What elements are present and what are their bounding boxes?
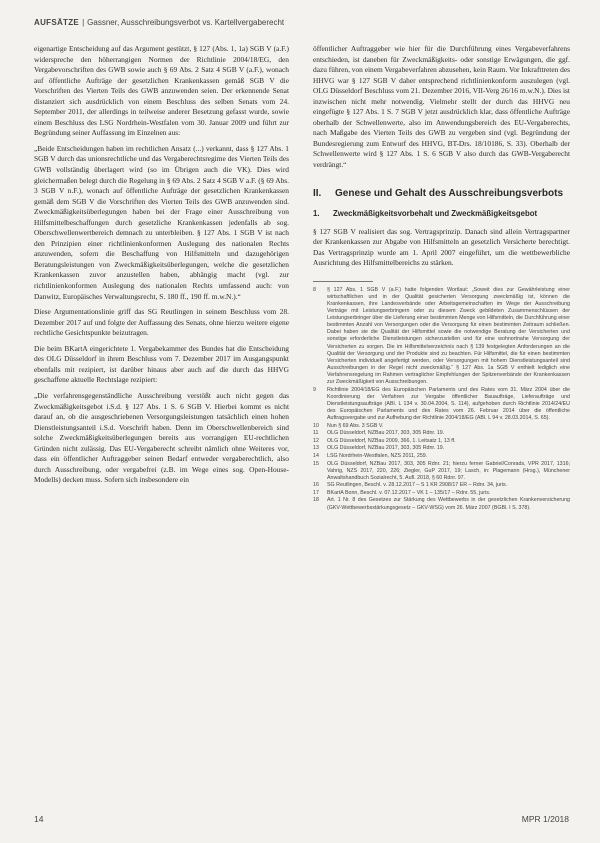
footnote-text: Nun § 69 Abs. 3 SGB V.: [327, 422, 384, 429]
paragraph: öffentlicher Auftraggeber wie hier für die Durchführung eines Vergabeverfahrens entschieden, ist daneben für Zweckmäßigkeits- oder sonstige Erwägungen, die ggf. dazu führen, von einem Vergabeverfahren abzusehen, kein Raum. Vor Inkrafttreten des HHVG war § 127 SGB V daher entsprechend richtlinienkonform auszulegen (vgl. OLG Düsseldorf Beschluss vom 21. Dezember 2016, VII-Verg 26/16 m.w.N.). Dies ist inzwischen nicht mehr notwendig. Vielmehr stellt der durch das HHVG neu eingefügte § 127 Abs. 1 S. 7 SGB V jetzt ausdrücklich klar, dass öffentliche Aufträge oberhalb der Schwellenwerte, also im Anwendungsbereich des EU-Vergaberechts, nach Maßgabe des Vierten Teils des GWB zu vergeben sind (vgl. Begründung der Bundesregierung zum Entwurf des HHVG, BT-Drs. 18/10186, S. 33). Oberhalb der Schwellenwerte wird § 127 Abs. 1 S. 6 SGB V also durch das GWB-Vergaberecht verdrängt.“: [313, 44, 571, 170]
footnote: [313, 497, 570, 511]
paragraph: Die beim BKartA eingerichtete 1. Vergabekammer des Bundes hat die Entscheidung des OLG Düsseldorf in ihrem Beschluss vom 7. Dezember 2017 im Ausgangspunkt ebenfalls mit rezipiert, ist darüber hinaus aber auch auf die durch das HHVG geschaffene aktuelle Rechtslage rezipiert:: [34, 343, 289, 385]
header-title: Gassner, Ausschreibungsverbot vs. Kartellvergaberecht: [87, 18, 285, 27]
footnote: [313, 438, 570, 445]
paragraph: § 127 SGB V realisiert das sog. Vertragsprinzip. Danach sind allein Vertragspartner der Krankenkassen zur Abgabe von Hilfsmitteln an gesetzlich Versicherte berechtigt. Das Vertragsprinzip wurde am 1. April 2007 eingeführt, um die wettbewerbliche Ausrichtung des Hilfsmittelbereichs zu stärken.: [313, 226, 570, 268]
section-number: II.: [313, 187, 322, 199]
footnote-text: § 127 Abs. 1 SGB V (a.F.) hatte folgenden Wortlaut: „Soweit dies zur Gewährleistung einer wirtschaftlichen und in der Qualität gesicherten Versorgung zweckmäßig ist, können die Krankenkassen, ihre Landesverbände oder Arbeitsgemeinschaften im Wege der Ausschreibung Verträge mit Leistungserbringern oder zu diesem Zweck gebildeten Zusammenschlüssen der Leistungserbringer über die Lieferung einer bestimmten Menge von Hilfsmitteln, die Durchführung einer bestimmten Anzahl von Versorgungen oder die Versorgung für einen bestimmten Zeitraum schließen. Dabei haben sie die Qualität der Hilfsmittel sowie die notwendige Beratung der Versicherten und sonstige erforderliche Dienstleistungen sicherzustellen und für eine wohnortnahe Versorgung der Versicherten zu sorgen. Die im Hilfsmittelverzeichnis nach § 139 festgelegten Anforderungen an die Qualität der Versorgung und der Produkte sind zu beachten. Für Hilfsmittel, die für einen bestimmten Versicherten individuell angefertigt werden, oder Versorgungen mit hohem Dienstleistungsanteil sind Ausschreibungen in der Regel nicht zweckmäßig.“ § 127 Abs. 1a SGB V enthielt lediglich eine Verfahrensregelung im Rahmen vertraglicher Empfehlungen der Spitzenverbände der Krankenkassen zur Zweckmäßigkeit von Ausschreibungen.: [327, 286, 570, 385]
section-heading: [313, 187, 570, 200]
footnote-text: BKartA Bonn, Beschl. v. 07.12.2017 – VK 1 – 135/17 – Rdnr. 55, juris.: [327, 489, 491, 496]
footnote-number: 13: [313, 445, 319, 452]
footnote-text: OLG Düsseldorf, NZBau 2017, 303, 305 Rdnr. 19.: [327, 445, 445, 452]
footnote: [313, 287, 570, 386]
footnote-text: Richtlinie 2004/18/EG des Europäischen Parlaments und des Rates vom 31. März 2004 über die Koordinierung der Verfahren zur Vergabe öffentlicher Bauaufträge, Lieferaufträge und Dienstleistungsaufträge (ABl. L 134 v. 30.04.2004, S. 114), aufgehoben durch Richtlinie 2014/24/EU des Europäischen Parlaments und des Rates vom 26. Februar 2014 über die öffentliche Auftragsvergabe und zur Aufhebung der Richtlinie 2004/18/EG (ABl. L 94 v. 28.03.2014, S. 65).: [327, 386, 570, 421]
running-header: [34, 16, 569, 30]
footnote-number: 15: [313, 460, 319, 467]
footnote-text: SG Reutlingen, Beschl. v. 28.12.2017 – S 1 KR 2908/17 ER – Rdnr. 34, juris.: [327, 482, 508, 489]
footnote: [313, 482, 570, 489]
section-title: Genese und Gehalt des Ausschreibungsverbots: [335, 187, 564, 199]
footnote: [313, 490, 570, 497]
footnote-number: 9: [313, 386, 316, 393]
footnote: [313, 387, 570, 422]
subsection-heading: [313, 208, 570, 219]
subsection-title: Zweckmäßigkeitsvorbehalt und Zweckmäßigkeitsgebot: [333, 208, 538, 218]
left-column: [34, 44, 289, 491]
footnote-text: Art. 1 Nr. 8 des Gesetzes zur Stärkung des Wettbewerbs in der gesetzlichen Krankenversicherung (GKV-Wettbewerbsstärkungsgesetz – GKV-WSG) vom 26. März 2007 (BGBl. I S. 378).: [327, 497, 570, 511]
footnote-number: 18: [313, 497, 319, 504]
page-number: 14: [34, 814, 44, 824]
footnote: [313, 445, 570, 452]
block-quote: „Beide Entscheidungen haben im rechtlichen Ansatz (...) verkannt, dass § 127 Abs. 1 SGB V durch das unionsrechtliche und das Vergaberechtsregime des Vierten Teils des GWB vollständig überlagert wird (so im Übrigen auch die VK). Dies wird gleichermaßen belegt durch die Regelung in § 69 Abs. 2 Satz 4 SGB V a.F. (§ 69 Abs. 3 SGB V n.F.), wonach auf öffentliche Aufträge der gesetzlichen Krankenkassen gemäß dem SGB V die Vorschriften des Vierten Teils des GWB anzuwenden sind. Zweckmäßigkeitsüberlegungen haben bei der Frage einer Ausschreibung von Hilfsmittelbeschaffungen durch gesetzliche Krankenkassen jedenfalls ab sog. Oberschwellenwertbereich demnach zu unterbleiben. § 127 Abs. 1 SGB V ist nach den Prinzipien einer richtlinienkonformen Auslegung des nationalen Rechts anzuwenden, sofern die Beschaffung von Hilfsmitteln und dazugehörigen Beratungsleistungen von Zweckmäßigkeitsüberlegungen, welche die gesetzlichen Krankenkassen zuvor anzustellen haben, abhängig macht (vgl. zur richtlinienkonformen Auslegung des nationalen Rechts umfassend auch: von Danwitz, Europäisches Verwaltungsrecht, S. 180 ff., 190 ff. m.w.N.).“: [34, 143, 289, 301]
paragraph: eigenartige Entscheidung auf das Argument gestützt, § 127 (Abs. 1, 1a) SGB V (a.F.) widerspreche den höherrangigen Normen der Richtlinie 2004/18/EG, den Vergabevorschriften des GWB sowie auch § 69 Abs. 2 Satz 4 SGB V (a.F.), wonach auf öffentliche Aufträge der gesetzlichen Krankenkassen gemäß SGB V die Vorschriften des Vierten Teils des GWB anzuwenden seien. Der erkennende Senat distanziert sich ausdrücklich von einem Beschluss des selben Senats vom 24. September 2011, der allerdings in teilweise anderer Besetzung gefasst wurde, sowie einem Beschluss des LSG Nordrhein-Westfalen vom 30. Januar 2009 und führt zur Begründung seiner Auffassung im Einzelnen aus:: [34, 44, 289, 138]
footnote-number: 12: [313, 437, 319, 444]
footnote-number: 14: [313, 452, 319, 459]
footnotes: [313, 287, 570, 512]
footnote-text: LSG Nordrhein-Westfalen, NZS 2011, 259.: [327, 452, 428, 459]
footnote-number: 8: [313, 286, 316, 293]
header-section: AUFSÄTZE: [34, 18, 80, 27]
footnote-text: OLG Düsseldorf, NZBau 2017, 303, 305 Rdnr. 21; hierzu ferner Gabriel/Conrads, VPR 2017, 1316; Vahrig, NZS 2017, 220, 226; Ziegler, GuP 2017, 19; Lasch, in: Plagemann (Hrsg.), Münchener Anwaltshandbuch Sozialrecht, 5. Aufl. 2018, § 60 Rdnr. 97.: [327, 460, 570, 481]
footnote-text: OLG Düsseldorf, NZBau 2017, 303, 305 Rdnr. 19.: [327, 430, 445, 437]
footnote: [313, 430, 570, 437]
subsection-number: 1.: [313, 208, 320, 218]
footnote-divider: [313, 281, 373, 282]
right-column: [313, 44, 570, 512]
block-quote: „Die verfahrensgegenständliche Ausschreibung verstößt auch nicht gegen das Zweckmäßigkeitsgebot i.S.d. § 127 Abs. 1 S. 6 SGB V. Hierbei kommt es nicht darauf an, ob die ausgeschriebenen Versorgungsleistungen tatsächlich einen hohen Dienstleistungsanteil i.S.d. Vorschrift haben. Denn im Oberschwellenbereich sind solche Zweckmäßigkeitsüberlegungen bereits aus vorrangigen EU-rechtlichen Gründen nicht zulässig. Das EU-Vergaberecht schreibt nämlich ohne Weiteres vor, dass ein öffentlicher Auftraggeber seinen Bedarf entweder vergaberechtlich, also durch Ausschreibung, oder vergabefrei (z.B. im Wege eines sog. Open-House-Modells) decken muss. Sofern sich insbesondere ein: [34, 390, 289, 485]
footnote-number: 16: [313, 482, 319, 489]
footnote-number: 17: [313, 489, 319, 496]
footnote-number: 10: [313, 422, 319, 429]
footnote-text: OLG Düsseldorf, NZBau 2009, 366, 1. Leitsatz 1, 13 ff.: [327, 437, 456, 444]
footnote: [313, 423, 570, 430]
header-separator: |: [82, 18, 85, 27]
paragraph: Diese Argumentationslinie griff das SG Reutlingen in seinem Beschluss vom 28. Dezember 2017 auf und folgte der Auffassung des Senats, ohne hierzu weitere eigene rechtliche Gesichtspunkte beizutragen.: [34, 307, 289, 338]
footnote: [313, 461, 570, 482]
footnote: [313, 453, 570, 460]
footnote-number: 11: [313, 430, 319, 437]
journal-issue: MPR 1/2018: [521, 814, 569, 824]
